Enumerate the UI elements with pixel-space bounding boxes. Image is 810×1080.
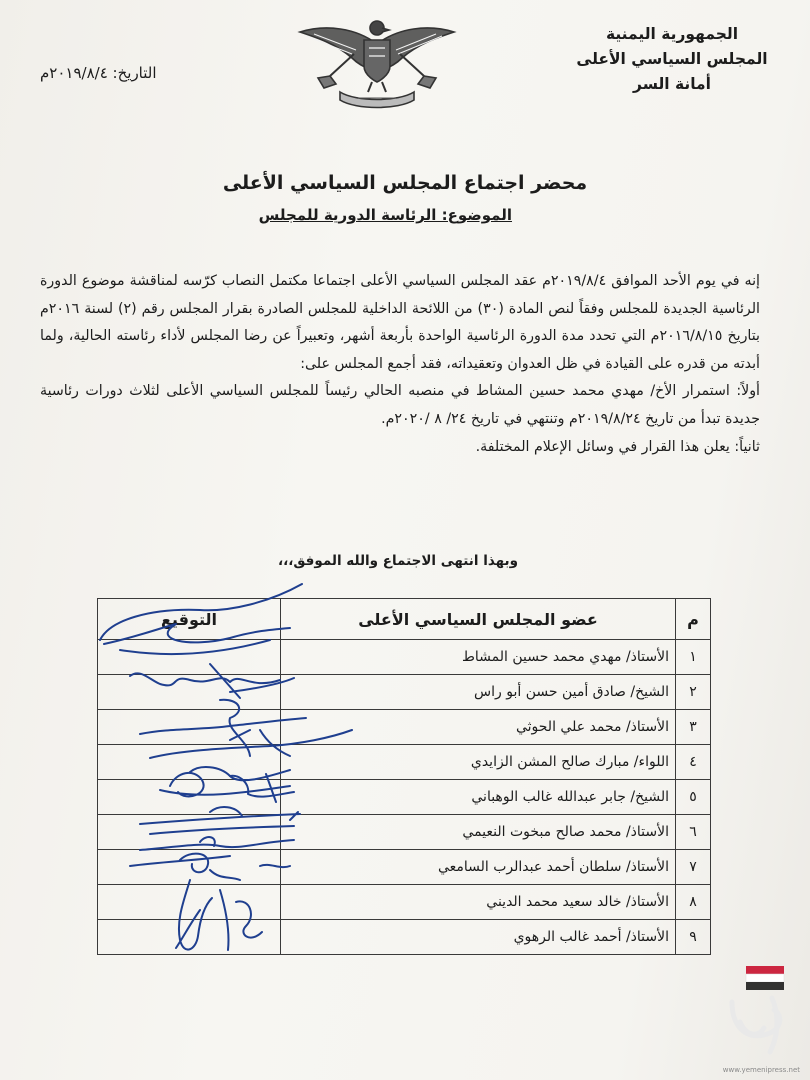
row-number: ٣ (676, 710, 711, 745)
yemeni-press-watermark-icon (712, 962, 796, 1072)
signature-cell (98, 920, 281, 955)
office-name: أمانة السر (633, 75, 711, 93)
header-member: عضو المجلس السياسي الأعلى (281, 599, 676, 640)
body-paragraph-second-decision: ثانياً: يعلن هذا القرار في وسائل الإعلام المختلفة. (475, 438, 760, 455)
table-row (98, 850, 711, 885)
watermark-site: www.yemenipress.net (722, 1066, 800, 1074)
document-title: محضر اجتماع المجلس السياسي الأعلى (222, 172, 588, 194)
letterhead (572, 22, 772, 97)
table-row (98, 745, 711, 780)
row-number: ٥ (676, 780, 711, 815)
member-name: الأستاذ/ سلطان أحمد عبدالرب السامعي (281, 850, 676, 885)
member-name: الشيخ/ صادق أمين حسن أبو راس (281, 675, 676, 710)
signature-cell (98, 850, 281, 885)
header-signature: التوقيع (98, 599, 281, 640)
header-number: م (676, 599, 711, 640)
body-paragraph-intro: إنه في يوم الأحد الموافق ٢٠١٩/٨/٤م عقد المجلس السياسي الأعلى اجتماعا مكتمل النصاب كرّسه لمناقشة موضوع الدورة الرئاسية الجديدة للمجلس وفقاً لنص المادة (٣٠) من اللائحة الداخلية للمجلس الصادرة بقرار المجلس رقم (٢) لسنة ٢٠١٦م بتاريخ ٢٠١٦/٨/١٥م التي تحدد مدة الدورة الرئاسية الواحدة بأربعة أشهر، وتعبيراً عن رضا المجلس لأداء رئاسته الحالية، ولما أبدته من قدره على القيادة في ظل العدوان وتعقيداته، فقد أجمع المجلس على: (40, 273, 760, 372)
date-line (40, 64, 157, 82)
minutes-body (40, 268, 760, 461)
member-name: الأستاذ/ أحمد غالب الرهوي (281, 920, 676, 955)
members-table (97, 598, 711, 955)
table-row (98, 885, 711, 920)
signature-cell (98, 885, 281, 920)
body-paragraph-first-decision: أولاً: استمرار الأخ/ مهدي محمد حسين المشاط في منصبه الحالي رئيساً للمجلس السياسي الأعلى لثلاث دورات رئاسية جديدة تبدأ من تاريخ ٢٠١٩/٨/٢٤م وتنتهي في تاريخ ٢٤/ ٨ /٢٠٢٠م. (40, 383, 760, 427)
table-row (98, 920, 711, 955)
table-row (98, 710, 711, 745)
row-number: ٨ (676, 885, 711, 920)
signature-cell (98, 675, 281, 710)
member-name: الأستاذ/ محمد صالح مبخوت النعيمي (281, 815, 676, 850)
table-row (98, 640, 711, 675)
row-number: ٧ (676, 850, 711, 885)
closing-line: وبهذا انتهى الاجتماع والله الموفق،،، (277, 553, 518, 569)
signature-cell (98, 710, 281, 745)
date-value: ٢٠١٩/٨/٤م (40, 64, 108, 82)
row-number: ٦ (676, 815, 711, 850)
row-number: ١ (676, 640, 711, 675)
document-subject: الموضوع: الرئاسة الدورية للمجلس (258, 206, 512, 224)
member-name: اللواء/ مبارك صالح المشن الزايدي (281, 745, 676, 780)
table-header-row (98, 599, 711, 640)
table-row (98, 815, 711, 850)
member-name: الأستاذ/ خالد سعيد محمد الديني (281, 885, 676, 920)
council-name: المجلس السياسي الأعلى (576, 50, 768, 68)
signature-cell (98, 745, 281, 780)
yemen-eagle-emblem-icon (296, 14, 458, 110)
table-row (98, 780, 711, 815)
member-name: الشيخ/ جابر عبدالله غالب الوهباني (281, 780, 676, 815)
row-number: ٤ (676, 745, 711, 780)
signature-cell (98, 815, 281, 850)
member-name: الأستاذ/ مهدي محمد حسين المشاط (281, 640, 676, 675)
signature-cell (98, 640, 281, 675)
row-number: ٢ (676, 675, 711, 710)
row-number: ٩ (676, 920, 711, 955)
member-name: الأستاذ/ محمد علي الحوثي (281, 710, 676, 745)
signature-cell (98, 780, 281, 815)
date-label: التاريخ: (112, 64, 157, 82)
table-row (98, 675, 711, 710)
country-name: الجمهورية اليمنية (605, 25, 739, 43)
